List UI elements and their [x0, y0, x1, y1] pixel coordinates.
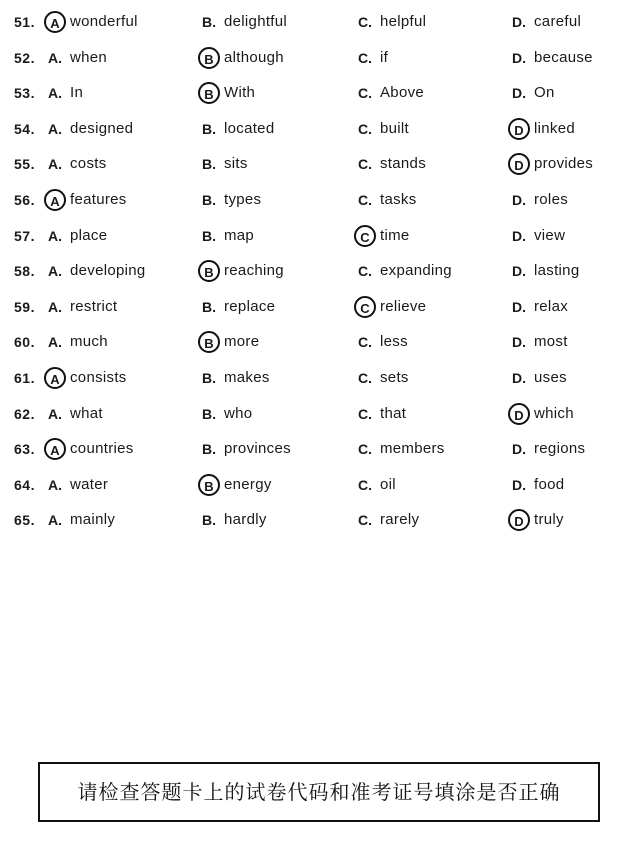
question-row [0, 185, 620, 215]
option-letter: A. [48, 263, 62, 280]
option-text: much [70, 333, 108, 351]
option-text: energy [224, 475, 272, 493]
option-c [354, 292, 426, 322]
option-text: members [380, 440, 445, 458]
option-text: most [534, 333, 568, 351]
option-d [508, 7, 581, 37]
option-text: Above [380, 84, 425, 102]
option-text: food [534, 475, 565, 493]
option-c [354, 327, 408, 357]
circled-answer-letter: B [198, 474, 220, 496]
option-text: restrict [70, 297, 118, 315]
option-text: developing [70, 262, 146, 280]
circled-answer-letter: D [508, 118, 530, 140]
option-b [198, 149, 248, 179]
option-c [354, 149, 426, 179]
option-letter: D. [512, 227, 526, 244]
option-letter: C. [358, 370, 372, 387]
question-row [0, 78, 620, 108]
option-a [44, 399, 103, 429]
option-c [354, 434, 445, 464]
question-number: 55. [14, 156, 35, 173]
circled-answer-letter: C [354, 225, 376, 247]
option-letter: A. [48, 85, 62, 102]
option-letter: C. [358, 49, 372, 66]
option-letter: D. [512, 441, 526, 458]
option-c [354, 7, 426, 37]
option-letter: A. [48, 156, 62, 173]
option-text: costs [70, 155, 107, 173]
option-letter: A. [48, 120, 62, 137]
option-d [508, 327, 568, 357]
option-text: time [380, 226, 410, 244]
option-d [508, 470, 564, 500]
option-text: provinces [224, 440, 291, 458]
option-text: tasks [380, 191, 417, 209]
option-letter: B. [202, 441, 216, 458]
option-d [508, 221, 565, 251]
option-text: oil [380, 475, 396, 493]
option-a [44, 185, 127, 215]
question-row [0, 7, 620, 37]
option-text: roles [534, 191, 569, 209]
option-a [44, 221, 107, 251]
question-row [0, 43, 620, 73]
option-letter: A. [48, 298, 62, 315]
option-letter: D. [512, 476, 526, 493]
option-a [44, 256, 146, 286]
question-row [0, 292, 620, 322]
option-letter: D. [512, 370, 526, 387]
option-letter: B. [202, 227, 216, 244]
option-text: On [534, 84, 555, 102]
option-text: relieve [380, 297, 427, 315]
option-text: uses [534, 369, 567, 387]
option-text: more [224, 333, 260, 351]
option-text: mainly [70, 511, 116, 529]
option-text: rarely [380, 511, 420, 529]
option-a [44, 78, 83, 108]
option-letter: C. [358, 120, 372, 137]
option-a [44, 43, 107, 73]
option-a [44, 363, 127, 393]
option-d [508, 185, 568, 215]
option-d [508, 78, 555, 108]
question-number: 62. [14, 405, 35, 422]
option-b [198, 399, 252, 429]
option-text: what [70, 404, 103, 422]
option-letter: A. [48, 476, 62, 493]
question-row [0, 399, 620, 429]
option-b [198, 470, 272, 500]
option-letter: B. [202, 512, 216, 529]
circled-answer-letter: C [354, 296, 376, 318]
option-a [44, 292, 117, 322]
option-text: less [380, 333, 408, 351]
option-b [198, 256, 284, 286]
question-number: 53. [14, 85, 35, 102]
option-text: regions [534, 440, 586, 458]
question-number: 51. [14, 14, 35, 30]
circled-answer-letter: D [508, 509, 530, 531]
option-d [508, 114, 575, 144]
option-letter: A. [48, 405, 62, 422]
option-letter: C. [358, 156, 372, 173]
option-text: when [70, 48, 108, 66]
option-text: water [70, 475, 109, 493]
option-letter: C. [358, 512, 372, 529]
option-text: map [224, 226, 255, 244]
question-number: 52. [14, 49, 35, 66]
option-b [198, 434, 291, 464]
option-letter: B. [202, 120, 216, 137]
circled-answer-letter: D [508, 403, 530, 425]
circled-answer-letter: B [198, 82, 220, 104]
option-c [354, 470, 396, 500]
option-d [508, 399, 574, 429]
notice-box: 请检查答题卡上的试卷代码和准考证号填涂是否正确 [38, 762, 600, 822]
option-text: wonderful [70, 13, 138, 31]
option-letter: D. [512, 85, 526, 102]
option-text: which [534, 404, 574, 422]
option-d [508, 149, 593, 179]
option-letter: A. [48, 512, 62, 529]
option-text: delightful [224, 13, 288, 31]
option-a [44, 327, 108, 357]
option-letter: B. [202, 405, 216, 422]
option-text: helpful [380, 13, 427, 31]
option-letter: C. [358, 334, 372, 351]
option-c [354, 363, 409, 393]
option-b [198, 78, 255, 108]
option-c [354, 114, 409, 144]
option-letter: D. [512, 334, 526, 351]
option-a [44, 434, 134, 464]
option-text: because [534, 48, 593, 66]
circled-answer-letter: A [44, 189, 66, 211]
option-letter: C. [358, 14, 372, 31]
question-number: 63. [14, 441, 35, 458]
option-b [198, 7, 287, 37]
option-text: who [224, 404, 253, 422]
option-a [44, 114, 133, 144]
option-text: relax [534, 297, 569, 315]
option-c [354, 256, 452, 286]
circled-answer-letter: B [198, 331, 220, 353]
option-text: provides [534, 155, 594, 173]
option-text: countries [70, 440, 134, 458]
option-text: located [224, 119, 275, 137]
option-letter: D. [512, 192, 526, 209]
circled-answer-letter: B [198, 260, 220, 282]
question-row [0, 149, 620, 179]
option-text: sits [224, 155, 248, 173]
option-c [354, 78, 424, 108]
option-letter: B. [202, 298, 216, 315]
option-letter: B. [202, 192, 216, 209]
option-letter: D. [512, 14, 526, 31]
option-text: reaching [224, 262, 284, 280]
option-text: stands [380, 155, 426, 173]
option-letter: D. [512, 49, 526, 66]
option-letter: C. [358, 476, 372, 493]
option-letter: D. [512, 298, 526, 315]
option-letter: A. [48, 49, 62, 66]
question-number: 61. [14, 370, 35, 386]
option-text: replace [224, 297, 276, 315]
option-d [508, 43, 593, 73]
option-letter: B. [202, 156, 216, 173]
option-letter: A. [48, 227, 62, 244]
circled-answer-letter: D [508, 153, 530, 175]
question-number: 60. [14, 334, 35, 351]
option-a [44, 470, 108, 500]
question-number: 58. [14, 263, 35, 280]
option-text: although [224, 48, 284, 66]
question-number: 54. [14, 120, 35, 137]
option-letter: C. [358, 405, 372, 422]
option-text: makes [224, 369, 270, 387]
option-text: that [380, 404, 407, 422]
question-row [0, 256, 620, 286]
question-number: 56. [14, 192, 35, 208]
question-row [0, 434, 620, 464]
question-row [0, 505, 620, 535]
option-letter: C. [358, 85, 372, 102]
option-letter: C. [358, 441, 372, 458]
question-row [0, 327, 620, 357]
question-number: 65. [14, 512, 35, 529]
option-text: hardly [224, 511, 267, 529]
option-letter: B. [202, 14, 216, 31]
option-letter: D. [512, 263, 526, 280]
question-number: 64. [14, 476, 35, 493]
circled-answer-letter: A [44, 367, 66, 389]
option-b [198, 292, 275, 322]
option-text: linked [534, 119, 575, 137]
option-letter: C. [358, 192, 372, 209]
option-b [198, 114, 274, 144]
question-number: 59. [14, 298, 35, 315]
option-b [198, 505, 267, 535]
option-b [198, 43, 284, 73]
option-letter: C. [358, 263, 372, 280]
option-b [198, 363, 270, 393]
option-text: types [224, 191, 262, 209]
option-c [354, 185, 417, 215]
option-c [354, 399, 406, 429]
option-c [354, 505, 419, 535]
option-text: lasting [534, 262, 580, 280]
option-text: In [70, 84, 84, 102]
option-text: view [534, 226, 566, 244]
option-text: truly [534, 511, 564, 529]
option-text: if [380, 48, 389, 66]
option-letter: A. [48, 334, 62, 351]
question-row [0, 221, 620, 251]
option-a [44, 505, 115, 535]
circled-answer-letter: A [44, 438, 66, 460]
option-a [44, 149, 107, 179]
option-text: expanding [380, 262, 452, 280]
option-d [508, 363, 567, 393]
option-b [198, 327, 259, 357]
option-text: designed [70, 119, 134, 137]
question-row [0, 470, 620, 500]
circled-answer-letter: A [44, 11, 66, 33]
option-text: sets [380, 369, 409, 387]
option-c [354, 221, 410, 251]
option-text: features [70, 191, 127, 209]
option-b [198, 185, 261, 215]
option-letter: B. [202, 370, 216, 387]
option-text: consists [70, 369, 127, 387]
circled-answer-letter: B [198, 47, 220, 69]
option-a [44, 7, 138, 37]
option-d [508, 434, 585, 464]
option-c [354, 43, 388, 73]
option-d [508, 256, 579, 286]
option-d [508, 292, 568, 322]
question-row [0, 363, 620, 393]
option-d [508, 505, 564, 535]
option-text: With [224, 84, 256, 102]
option-text: place [70, 226, 108, 244]
option-text: built [380, 119, 410, 137]
option-text: careful [534, 13, 582, 31]
question-row [0, 114, 620, 144]
option-b [198, 221, 254, 251]
question-number: 57. [14, 227, 35, 244]
